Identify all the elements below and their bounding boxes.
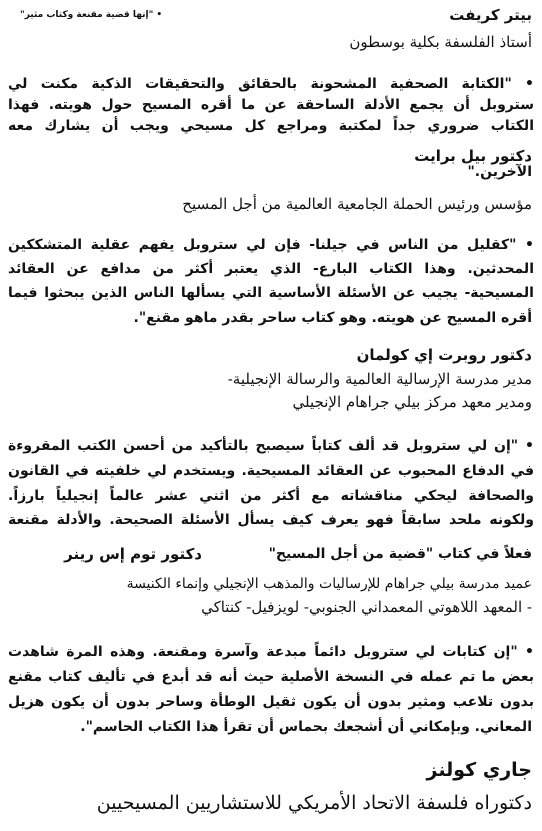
- endorsement-author: بيتر كريفت: [449, 6, 532, 24]
- endorsement-quote-line: والصحافة ليحكي مناقشاته مع أكثر من اثني عشر عالماً إنجيلياً بارزاً.: [8, 488, 534, 504]
- endorsement-quote-line: في الدفاع المحبوب عن العقائد المسيحية. ويستخدم لي خلفيته في القانون: [8, 463, 534, 479]
- endorsement-quote: • "إنها قضية مقنعة وكتاب مثير": [20, 10, 163, 20]
- endorsement-author: دكتور توم إس رينر: [64, 545, 202, 563]
- endorsement-credential: عميد مدرسة بيلي جراهام للإرساليات والمذهب الإنجيلي وإنماء الكنيسة: [126, 576, 532, 592]
- endorsement-credential: مؤسس ورئيس الحملة الجامعية العالمية من أجل المسيح: [182, 195, 532, 213]
- endorsement-author: دكتور روبرت إي كولمان: [356, 346, 532, 364]
- endorsement-credential: دكتوراه فلسفة الاتحاد الأمريكي للاستشاريين المسيحيين: [96, 792, 532, 814]
- endorsement-credential: - المعهد اللاهوتي المعمداني الجنوبي- لويزفيل- كنتاكي: [201, 598, 532, 616]
- endorsement-quote-line: المحدثين. وهذا الكتاب البارع- الذي يعتبر أكثر من مدافع عن العقائد: [8, 261, 534, 277]
- endorsement-quote-line: • "كقليل من الناس في جيلنا- فإن لي ستروبل يفهم عقلية المتشككين: [8, 237, 534, 253]
- endorsement-quote-line: بعض ما تم عمله في النسخة الأصلية حيث أنه قد أبدع في تأليف كتاب مقنع: [8, 669, 534, 685]
- endorsement-quote-line: • "إن لي ستروبل قد ألف كتاباً سيصبح بالتأكيد من أحسن الكتب المقروءة: [8, 438, 534, 454]
- endorsement-credential: مدير مدرسة الإرسالية العالمية والرسالة الإنجيلية-: [227, 370, 532, 388]
- endorsement-quote-line: ولكونه ملحد سابقاً فهو يعرف كيف يسأل الأسئلة الصحيحة. والأدلة مقنعة: [8, 512, 534, 528]
- endorsement-quote-line: الكتاب ضروري جداً لمكتبة ومراجع كل مسيحي ويجب أن يشارك معه: [8, 118, 534, 134]
- endorsement-author: جاري كولنز: [426, 759, 532, 781]
- endorsement-quote-line: الآخرين.": [467, 164, 532, 180]
- endorsement-quote-line: أقره المسيح عن هويته. وهو كتاب ساحر بقدر ماهو مقنع".: [133, 310, 532, 326]
- endorsement-quote-line: ستروبل أن يجمع الأدلة الساحقة عن ما أقره المسيح حول هويته. فهذا: [8, 97, 534, 113]
- endorsement-quote-line: فعلاً في كتاب "قضية من أجل المسيح": [268, 546, 532, 562]
- endorsement-quote-line: بدون تلاعب ومثير بدون أن يكون ثقيل الوطأة وساحر بدون أن يكون هزيل: [8, 694, 534, 710]
- endorsement-quote-line: • "إن كتابات لي ستروبل دائماً مبدعة وآسرة ومقنعة. وهذه المرة شاهدت: [8, 644, 534, 660]
- endorsement-quote-line: المعاني. وبإمكاني أن أشجعك بحماس أن تقرأ هذا الكتاب الحاسم".: [80, 719, 532, 735]
- endorsement-credential: ومدير معهد مركز بيلي جراهام الإنجيلي: [292, 393, 532, 411]
- endorsement-quote-line: المسيحية- يجيب عن الأسئلة الأساسية التي يسألها الناس الذين يبحثوا فيما: [8, 285, 534, 301]
- endorsement-credential: أستاذ الفلسفة بكلية بوسطون: [349, 33, 532, 51]
- endorsement-author: دكتور بيل برايت: [414, 147, 532, 165]
- endorsement-quote-line: • "الكتابة الصحفية المشحونة بالحقائق والتحقيقات الذكية مكنت لي: [8, 76, 534, 92]
